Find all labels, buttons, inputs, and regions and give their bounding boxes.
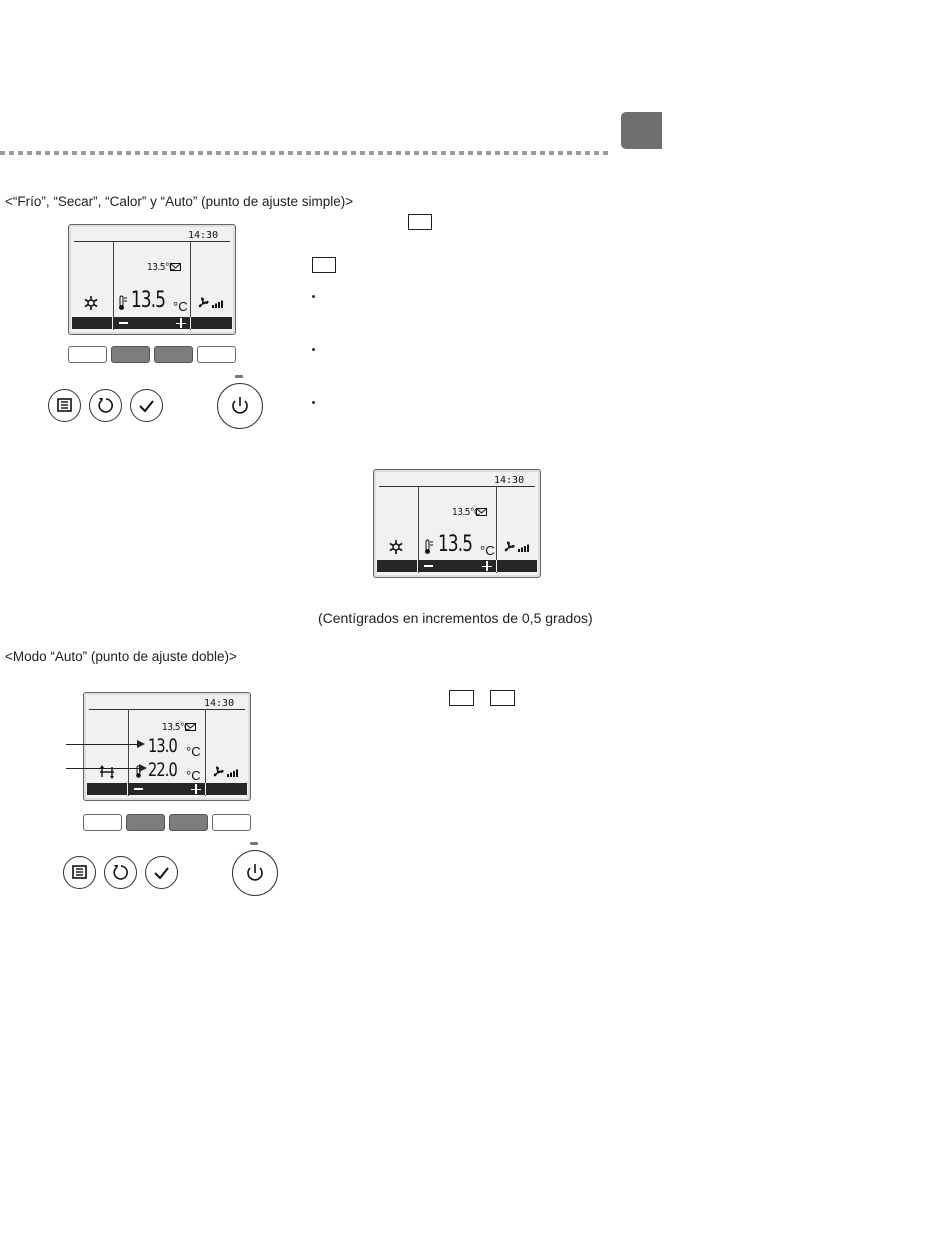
bullet bbox=[312, 348, 315, 351]
thermometer-house-icon bbox=[185, 722, 197, 732]
menu-icon bbox=[64, 857, 95, 888]
function-button-f2[interactable] bbox=[111, 346, 150, 363]
menu-icon bbox=[49, 390, 80, 421]
return-button[interactable] bbox=[89, 389, 122, 422]
pointer-arrowhead bbox=[139, 764, 147, 772]
lcd-screen-single bbox=[68, 224, 236, 335]
function-button-f4[interactable] bbox=[212, 814, 251, 831]
select-button[interactable] bbox=[130, 389, 163, 422]
cool-mode-icon bbox=[388, 539, 404, 555]
setpoint-thermometer-icon bbox=[424, 539, 434, 555]
power-icon bbox=[233, 851, 277, 895]
plus-label bbox=[191, 784, 201, 794]
temperature-unit: °C bbox=[186, 744, 201, 759]
minus-label bbox=[424, 565, 433, 567]
on-off-button[interactable] bbox=[217, 383, 263, 429]
select-button[interactable] bbox=[145, 856, 178, 889]
bullet bbox=[312, 401, 315, 404]
function-button-f1[interactable] bbox=[68, 346, 107, 363]
cool-setpoint-value: 13.0 bbox=[148, 735, 177, 757]
fan-speed-icon bbox=[212, 765, 242, 779]
function-button-f4[interactable] bbox=[197, 346, 236, 363]
dotted-divider bbox=[0, 151, 612, 155]
function-button-f3[interactable] bbox=[169, 814, 208, 831]
plus-label bbox=[482, 561, 492, 571]
function-bar bbox=[72, 317, 232, 329]
function-button-f1[interactable] bbox=[83, 814, 122, 831]
lcd-screen-example bbox=[373, 469, 541, 578]
pointer-line-heat bbox=[66, 768, 140, 769]
clock-time: 14:30 bbox=[188, 230, 219, 241]
heat-setpoint-value: 22.0 bbox=[148, 759, 177, 781]
function-button-f3[interactable] bbox=[154, 346, 193, 363]
bullet bbox=[312, 295, 315, 298]
clock-time: 14:30 bbox=[204, 698, 235, 709]
chapter-tab bbox=[621, 112, 662, 149]
menu-button[interactable] bbox=[48, 389, 81, 422]
screen-top-line bbox=[379, 486, 535, 487]
return-button[interactable] bbox=[104, 856, 137, 889]
setpoint-value: 13.5 bbox=[131, 288, 166, 313]
pointer-line-cool bbox=[66, 744, 138, 745]
checkmark-icon bbox=[146, 857, 177, 888]
operation-lamp bbox=[235, 375, 243, 378]
function-button-f2[interactable] bbox=[126, 814, 165, 831]
minus-label bbox=[119, 322, 128, 324]
cool-mode-icon bbox=[83, 295, 99, 311]
temperature-unit: °C bbox=[186, 768, 201, 783]
button-reference-box bbox=[490, 690, 515, 706]
fan-speed-icon bbox=[503, 540, 533, 554]
minus-label bbox=[134, 788, 143, 790]
power-icon bbox=[218, 384, 262, 428]
menu-button[interactable] bbox=[63, 856, 96, 889]
plus-label bbox=[176, 318, 186, 328]
function-bar bbox=[87, 783, 247, 795]
temperature-unit: °C bbox=[480, 543, 495, 558]
operation-lamp bbox=[250, 842, 258, 845]
screen-top-line bbox=[74, 241, 230, 242]
room-temperature: 13.5°C bbox=[162, 722, 190, 733]
pointer-arrowhead bbox=[137, 740, 145, 748]
on-off-button[interactable] bbox=[232, 850, 278, 896]
return-icon bbox=[90, 390, 121, 421]
room-temperature: 13.5°C bbox=[452, 507, 480, 518]
thermometer-house-icon bbox=[170, 262, 182, 272]
thermometer-house-icon bbox=[476, 507, 488, 517]
button-reference-box bbox=[449, 690, 474, 706]
lcd-screen-double bbox=[83, 692, 251, 801]
button-reference-box bbox=[408, 214, 432, 230]
temperature-unit: °C bbox=[173, 299, 188, 314]
checkmark-icon bbox=[131, 390, 162, 421]
button-reference-box bbox=[312, 257, 336, 273]
increments-caption: (Centígrados en incrementos de 0,5 grados) bbox=[318, 610, 593, 626]
fan-speed-icon bbox=[197, 296, 227, 310]
setpoint-thermometer-icon bbox=[118, 295, 128, 311]
section1-heading: <“Frío”, “Secar”, “Calor” y “Auto” (punto de ajuste simple)> bbox=[5, 194, 354, 209]
room-temperature: 13.5°C bbox=[147, 262, 175, 273]
function-bar bbox=[377, 560, 537, 572]
clock-time: 14:30 bbox=[494, 475, 525, 486]
setpoint-value: 13.5 bbox=[438, 532, 473, 557]
screen-top-line bbox=[89, 709, 245, 710]
return-icon bbox=[105, 857, 136, 888]
section2-heading: <Modo “Auto” (punto de ajuste doble)> bbox=[5, 649, 237, 664]
